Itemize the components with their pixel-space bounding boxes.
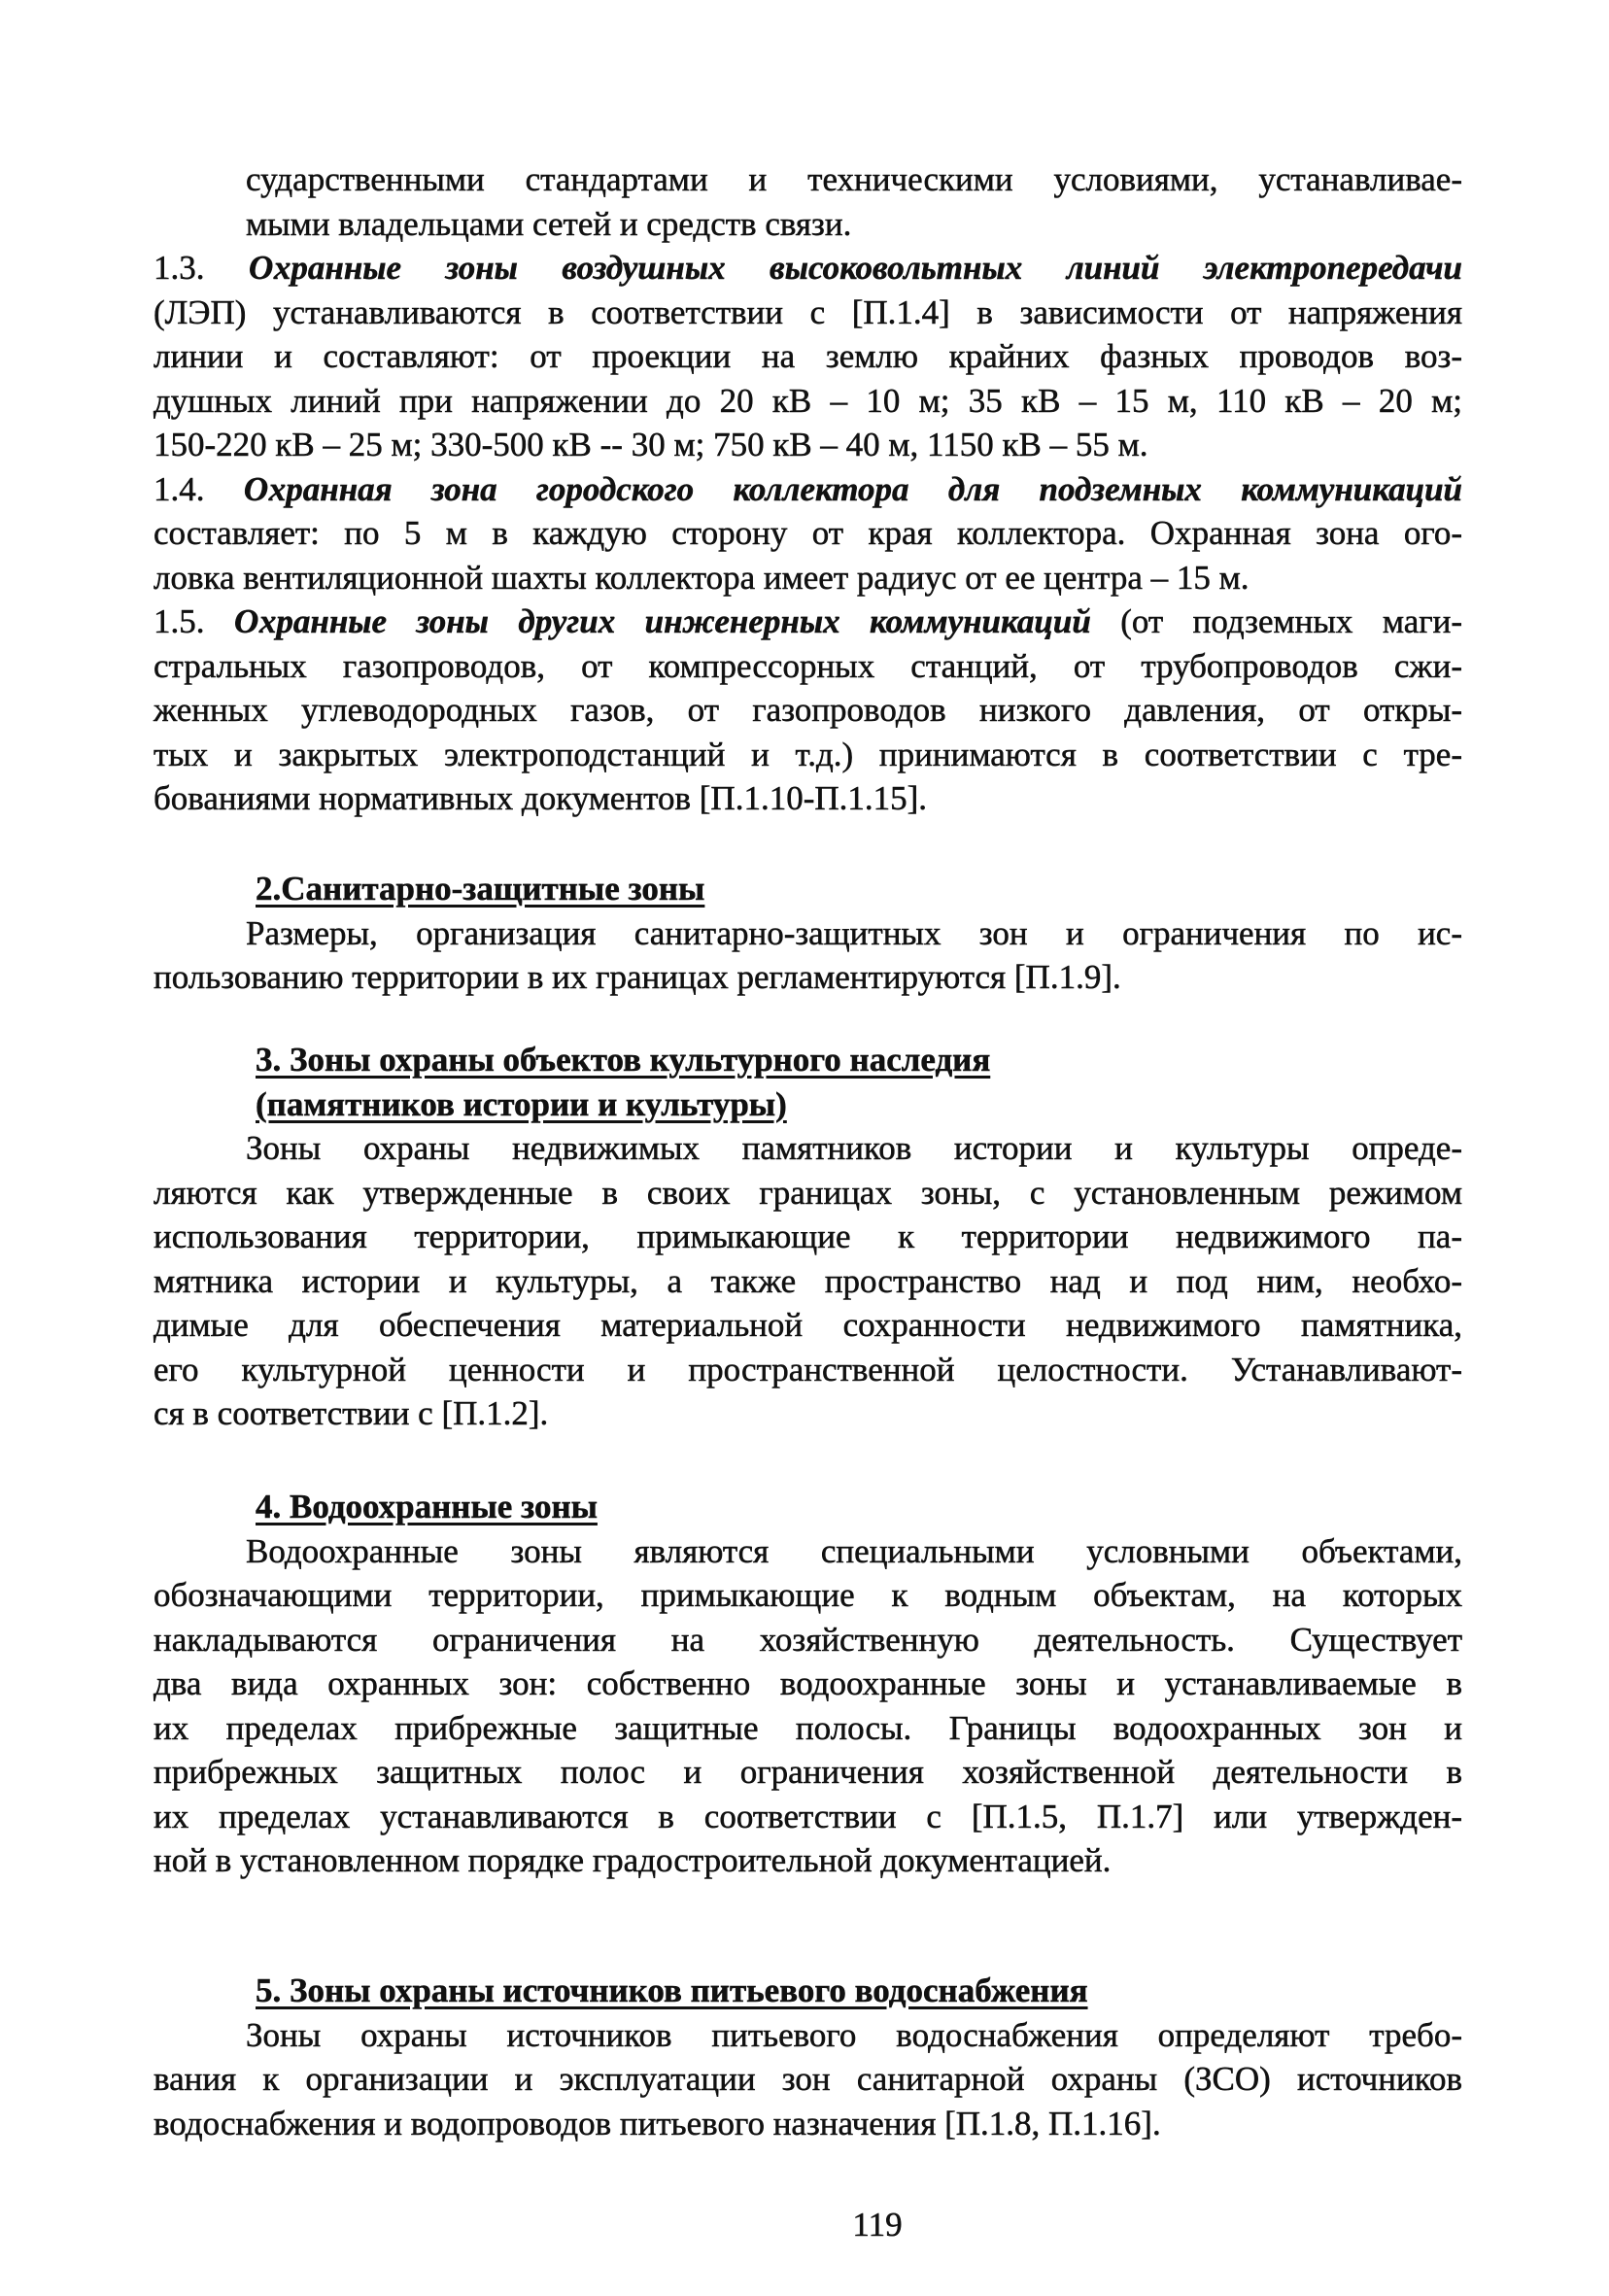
text-run: его культурной ценности и пространственной целостности. Устанавливают- (154, 1350, 1462, 1388)
text-run: использования территории, примыкающие к территории недвижимого па- (154, 1217, 1462, 1255)
text-run: два вида охранных зон: собственно водоохранные зоны и устанавливаемые в (154, 1664, 1462, 1702)
emphasized-text: Охранные зоны воздушных высоковольтных линий электропередачи (248, 249, 1462, 287)
text-run: вания к организации и эксплуатации зон санитарной охраны (ЗСО) источников (154, 2060, 1462, 2098)
text-line (154, 202, 1462, 247)
text-run: составляет: по 5 м в каждую сторону от края коллектора. Охранная зона ого- (154, 514, 1462, 552)
text-run: их пределах устанавливаются в соответствии с [П.1.5, П.1.7] или утвержден- (154, 1797, 1462, 1835)
text-line (154, 157, 1462, 202)
text-run: женных углеводородных газов, от газопроводов низкого давления, от откры- (154, 691, 1462, 729)
text-run: Зоны охраны недвижимых памятников истории и культуры опреде- (246, 1129, 1462, 1167)
section-heading (154, 867, 1462, 911)
text-run: их пределах прибрежные защитные полосы. Границы водоохранных зон и (154, 1708, 1462, 1747)
text-run: сударственными стандартами и техническими условиями, устанавливае- (246, 160, 1462, 198)
text-run: (памятников истории и культуры) (256, 1084, 787, 1123)
text-line (154, 1529, 1462, 1574)
continuation-block (154, 157, 1462, 821)
text-run: 1.4. (154, 469, 244, 508)
text-run: ной в установленном порядке градостроительной документацией. (154, 1841, 1112, 1879)
text-line (154, 955, 1462, 1000)
text-run: ловка вентиляционной шахты коллектора имеет радиус от ее центра – 15 м. (154, 558, 1250, 597)
text-line (154, 2013, 1462, 2058)
text-run: 3. Зоны охраны объектов культурного наследия (256, 1041, 991, 1079)
text-line (154, 1126, 1462, 1171)
text-line (154, 511, 1462, 556)
text-run: 150-220 кВ – 25 м; 330-500 кВ -- 30 м; 750 кВ – 40 м, 1150 кВ – 55 м. (154, 426, 1148, 463)
section-heading (154, 1082, 1462, 1127)
text-line (154, 2057, 1462, 2102)
text-line (154, 776, 1462, 821)
text-line (154, 1706, 1462, 1751)
text-line (154, 1303, 1462, 1348)
text-line (154, 1573, 1462, 1618)
text-line (154, 911, 1462, 956)
text-run: (от подземных маги- (1090, 602, 1462, 640)
text-line (154, 644, 1462, 689)
text-line (154, 1618, 1462, 1662)
emphasized-text: Охранная зона городского коллектора для подземных коммуникаций (243, 469, 1462, 508)
text-line (154, 1215, 1462, 1259)
text-line (154, 423, 1462, 467)
text-line (154, 334, 1462, 379)
text-run: Зоны охраны источников питьевого водоснабжения определяют требо- (246, 2015, 1462, 2054)
section-4-block (154, 1485, 1462, 1883)
text-line (154, 467, 1462, 512)
section-3-block (154, 1038, 1462, 1436)
text-line (154, 1838, 1462, 1883)
text-run: накладываются ограничения на хозяйственную деятельность. Существует (154, 1620, 1462, 1659)
text-run: прибрежных защитных полос и ограничения хозяйственной деятельности в (154, 1753, 1462, 1791)
text-run: 5. Зоны охраны источников питьевого водоснабжения (256, 1971, 1088, 2009)
text-line (154, 379, 1462, 424)
text-line (154, 733, 1462, 777)
text-run: мыми владельцами сетей и средств связи. (246, 204, 852, 243)
text-run: тых и закрытых электроподстанций и т.д.) принимаются в соответствии с тре- (154, 735, 1462, 773)
page-number: 119 (852, 2206, 903, 2244)
section-heading (154, 1038, 1462, 1082)
text-run: Водоохранные зоны являются специальными условными объектами, (246, 1531, 1462, 1570)
section-heading (154, 1969, 1462, 2013)
text-run: димые для обеспечения материальной сохранности недвижимого памятника, (154, 1306, 1462, 1344)
text-run: 1.3. (154, 249, 249, 287)
text-line (154, 1348, 1462, 1392)
text-line (154, 600, 1462, 644)
text-run: Размеры, организация санитарно-защитных зон и ограничения по ис- (246, 913, 1462, 952)
section-heading (154, 1485, 1462, 1529)
text-run: линии и составляют: от проекции на землю крайних фазных проводов воз- (154, 337, 1462, 375)
text-line (154, 2102, 1462, 2146)
text-run: обозначающими территории, примыкающие к водным объектам, на которых (154, 1576, 1462, 1614)
text-line (154, 1750, 1462, 1795)
text-run: стральных газопроводов, от компрессорных станций, от трубопроводов сжи- (154, 646, 1462, 685)
text-line (154, 1391, 1462, 1436)
text-run: мятника истории и культуры, а также пространство над и под ним, необхо- (154, 1261, 1462, 1300)
text-line (154, 1795, 1462, 1839)
text-line (154, 246, 1462, 291)
text-run: (ЛЭП) устанавливаются в соответствии с [П.1.4] в зависимости от напряжения (154, 292, 1462, 331)
text-line (154, 556, 1462, 600)
text-run: 4. Водоохранные зоны (256, 1488, 598, 1525)
section-2-block (154, 867, 1462, 1000)
text-line (154, 291, 1462, 335)
text-line (154, 1662, 1462, 1706)
text-run: бованиями нормативных документов [П.1.10-П.1.15]. (154, 779, 928, 817)
emphasized-text: Охранные зоны других инженерных коммуникаций (233, 602, 1091, 640)
text-run: 2.Санитарно-защитные зоны (256, 870, 705, 908)
text-run: ляются как утвержденные в своих границах зоны, с установленным режимом (154, 1173, 1462, 1212)
text-line (154, 1171, 1462, 1216)
section-5-block (154, 1969, 1462, 2145)
text-run: водоснабжения и водопроводов питьевого назначения [П.1.8, П.1.16]. (154, 2104, 1161, 2142)
text-run: душных линий при напряжении до 20 кВ – 10 м; 35 кВ – 15 м, 110 кВ – 20 м; (154, 381, 1462, 420)
text-run: 1.5. (154, 602, 234, 640)
text-line (154, 688, 1462, 733)
text-run: пользованию территории в их границах регламентируются [П.1.9]. (154, 958, 1121, 996)
text-line (154, 1259, 1462, 1304)
text-run: ся в соответствии с [П.1.2]. (154, 1394, 549, 1432)
